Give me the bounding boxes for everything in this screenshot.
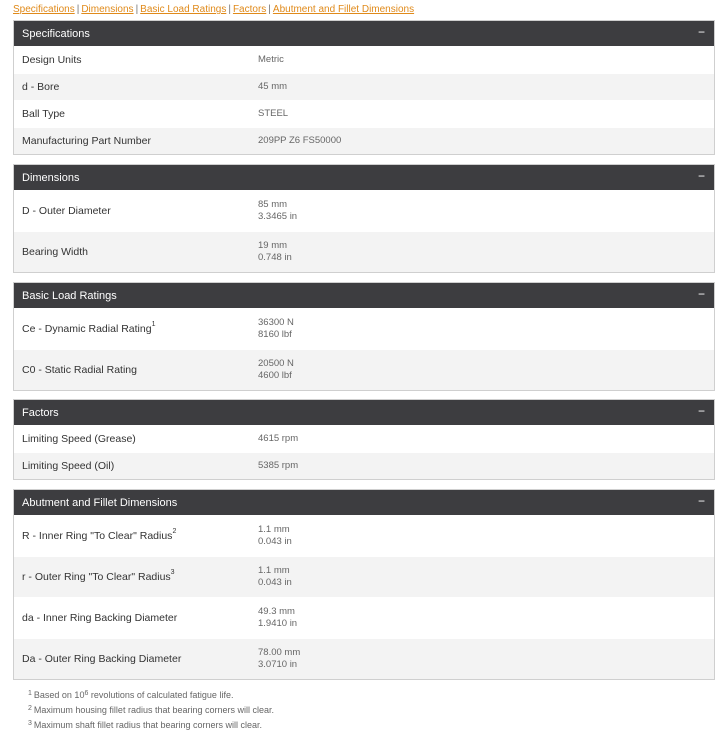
abutment-panel (13, 489, 715, 680)
footnotes (28, 688, 274, 733)
row-value: 5385 rpm (258, 460, 299, 471)
nav-link-specifications[interactable]: Specifications (13, 4, 75, 15)
row-value (258, 565, 292, 589)
row-value: Metric (258, 54, 284, 65)
row-value (258, 199, 297, 223)
load-row (14, 349, 714, 390)
nav-link-factors[interactable]: Factors (232, 4, 267, 15)
footnote-exponent: 6 (84, 690, 89, 697)
row-value (258, 358, 294, 382)
nav-separator: | (228, 4, 231, 15)
label-text: R - Inner Ring "To Clear" Radius (22, 530, 173, 542)
imperial-value: 8160 lbf (258, 329, 292, 340)
nav-separator: | (135, 4, 139, 15)
metric-value: 20500 N (258, 358, 294, 369)
metric-value: 1.1 mm (258, 524, 290, 535)
label-text: Ce - Dynamic Radial Rating (22, 323, 152, 335)
specifications-panel (13, 20, 715, 155)
row-label: Limiting Speed (Grease) (22, 433, 136, 445)
factors-header[interactable] (14, 400, 714, 425)
row-label: Ball Type (22, 108, 65, 120)
specifications-header[interactable] (14, 21, 714, 46)
panel-title: Factors (22, 406, 59, 419)
load-ratings-panel (13, 282, 715, 391)
metric-value: 36300 N (258, 317, 294, 328)
row-value: 209PP Z6 FS50000 (258, 135, 342, 146)
row-label: C0 - Static Radial Rating (22, 364, 137, 376)
nav-separator: | (268, 4, 271, 15)
abutment-row (14, 515, 714, 556)
metric-value: 78.00 mm (258, 647, 301, 658)
row-label (14, 571, 258, 583)
factors-panel (13, 399, 715, 480)
nav-link-basic-load-ratings[interactable]: Basic Load Ratings (140, 4, 227, 15)
row-value (258, 317, 294, 341)
dimension-row (14, 190, 714, 231)
footnote-number: 2 (28, 705, 32, 712)
panel-title: Abutment and Fillet Dimensions (22, 496, 178, 509)
nav-separator: | (76, 4, 80, 15)
load-row (14, 308, 714, 349)
row-label: Limiting Speed (Oil) (22, 460, 115, 472)
collapse-icon[interactable]: − (697, 287, 705, 301)
imperial-value: 0.748 in (258, 252, 292, 263)
row-label: Da - Outer Ring Backing Diameter (22, 653, 182, 665)
dimension-row (14, 231, 714, 272)
collapse-icon[interactable]: − (697, 169, 705, 183)
spec-row (14, 127, 714, 154)
row-label (14, 530, 258, 542)
row-value (258, 524, 292, 548)
row-value (258, 606, 297, 630)
abutment-row (14, 638, 714, 679)
footnote-text: Based on 10 (33, 690, 85, 700)
factor-row (14, 425, 714, 452)
row-label (14, 323, 258, 335)
metric-value: 1.1 mm (258, 565, 290, 576)
row-value: STEEL (258, 108, 289, 119)
row-label: D - Outer Diameter (22, 205, 111, 217)
metric-value: 19 mm (258, 240, 288, 251)
imperial-value: 4600 lbf (258, 370, 292, 381)
footnote-2 (28, 703, 274, 718)
dimensions-panel (13, 164, 715, 273)
panel-title: Dimensions (22, 171, 80, 184)
collapse-icon[interactable]: − (697, 404, 705, 418)
panel-title: Basic Load Ratings (22, 289, 117, 302)
nav-link-abutment[interactable]: Abutment and Fillet Dimensions (272, 4, 415, 15)
label-text: r - Outer Ring "To Clear" Radius (22, 571, 171, 583)
footnote-1 (28, 688, 274, 703)
imperial-value: 0.043 in (258, 536, 292, 547)
nav-link-dimensions[interactable]: Dimensions (81, 4, 134, 15)
metric-value: 49.3 mm (258, 606, 295, 617)
imperial-value: 1.9410 in (258, 618, 298, 629)
row-label: Design Units (22, 54, 82, 66)
footnote-text: Maximum shaft fillet radius that bearing corners will clear. (33, 720, 262, 730)
row-value: 45 mm (258, 81, 288, 92)
imperial-value: 0.043 in (258, 577, 292, 588)
row-label: d - Bore (22, 81, 60, 93)
load-ratings-header[interactable] (14, 283, 714, 308)
spec-row (14, 46, 714, 73)
collapse-icon[interactable]: − (697, 25, 705, 39)
footnote-text: revolutions of calculated fatigue life. (88, 690, 234, 700)
abutment-header[interactable] (14, 490, 714, 515)
footnote-ref: 2 (172, 528, 177, 535)
collapse-icon[interactable]: − (697, 494, 705, 508)
row-value (258, 240, 292, 264)
row-label: Bearing Width (22, 246, 88, 258)
factor-row (14, 452, 714, 479)
section-nav (13, 4, 414, 15)
footnote-ref: 1 (151, 321, 156, 328)
imperial-value: 3.0710 in (258, 659, 298, 670)
footnote-ref: 3 (170, 569, 175, 576)
spec-row (14, 73, 714, 100)
spec-row (14, 100, 714, 127)
footnote-number: 1 (28, 690, 32, 697)
footnote-number: 3 (28, 720, 32, 727)
abutment-row (14, 597, 714, 638)
abutment-row (14, 556, 714, 597)
dimensions-header[interactable] (14, 165, 714, 190)
footnote-text: Maximum housing fillet radius that bearing corners will clear. (33, 705, 275, 715)
imperial-value: 3.3465 in (258, 211, 298, 222)
row-label: da - Inner Ring Backing Diameter (22, 612, 178, 624)
row-value: 4615 rpm (258, 433, 299, 444)
metric-value: 85 mm (258, 199, 288, 210)
row-value (258, 647, 300, 671)
footnote-3 (28, 718, 274, 733)
panel-title: Specifications (22, 27, 90, 40)
row-label: Manufacturing Part Number (22, 135, 151, 147)
